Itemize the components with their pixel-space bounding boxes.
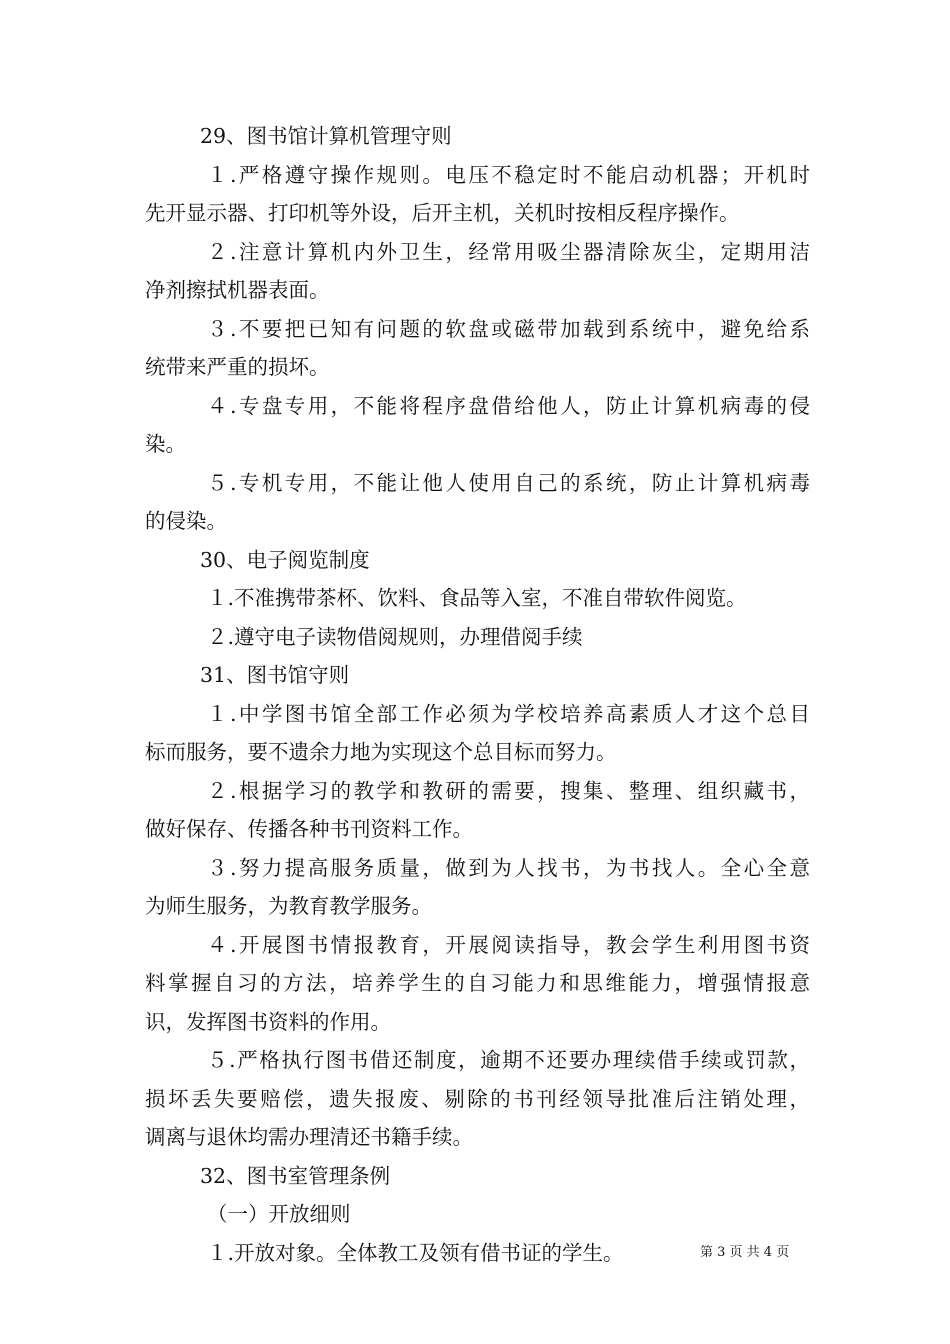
paragraph-line: 调离与退休均需办理清还书籍手续。 <box>145 1125 473 1149</box>
paragraph-line: ３.不要把已知有问题的软盘或磁带加载到系统中，避免给系 <box>207 316 810 341</box>
section-heading-30: 30、电子阅览制度 <box>200 547 370 572</box>
paragraph-line: 净剂擦拭机器表面。 <box>145 278 330 302</box>
paragraph-line: ５.严格执行图书借还制度，逾期不还要办理续借手续或罚款， <box>207 1048 810 1072</box>
section-heading-32: 32、图书室管理条例 <box>200 1163 391 1188</box>
paragraph-line: 先开显示器、打印机等外设，后开主机，关机时按相反程序操作。 <box>145 201 740 225</box>
paragraph-line: ４.开展图书情报教育，开展阅读指导，教会学生利用图书资 <box>207 932 810 957</box>
section-heading-31: 31、图书馆守则 <box>200 663 350 687</box>
subsection-heading: （一）开放细则 <box>207 1202 351 1226</box>
paragraph-line: 料掌握自习的方法，培养学生的自习能力和思维能力，增强情报意 <box>145 971 810 995</box>
paragraph-line: １.严格遵守操作规则。电压不稳定时不能启动机器；开机时 <box>207 162 810 187</box>
page-number-footer: 第 3 页 共 4 页 <box>700 1245 790 1260</box>
paragraph-line: ４.专盘专用，不能将程序盘借给他人，防止计算机病毒的侵 <box>207 393 810 418</box>
paragraph-line: １.不准携带茶杯、饮料、食品等入室，不准自带软件阅览。 <box>207 586 747 610</box>
paragraph-line: 染。 <box>145 432 186 456</box>
paragraph-line: １.中学图书馆全部工作必须为学校培养高素质人才这个总目 <box>207 701 810 726</box>
document-body <box>145 117 810 1272</box>
paragraph-line: １.开放对象。全体教工及领有借书证的学生。 <box>207 1240 624 1265</box>
paragraph-line: ２.注意计算机内外卫生，经常用吸尘器清除灰尘，定期用洁 <box>207 239 810 264</box>
paragraph-line: 统带来严重的损坏。 <box>145 355 330 379</box>
paragraph-line: ２.遵守电子读物借阅规则，办理借阅手续 <box>207 624 583 649</box>
paragraph-line: 损坏丢失要赔偿，遗失报废、剔除的书刊经领导批准后注销处理， <box>145 1086 810 1111</box>
section-heading-29: 29、图书馆计算机管理守则 <box>200 124 452 148</box>
paragraph-line: 的侵染。 <box>145 509 227 533</box>
paragraph-line: 标而服务，要不遗余力地为实现这个总目标而努力。 <box>145 740 617 764</box>
paragraph-line: 做好保存、传播各种书刊资料工作。 <box>145 817 473 841</box>
paragraph-line: ２.根据学习的教学和教研的需要，搜集、整理、组织藏书， <box>207 778 810 803</box>
paragraph-line: 为师生服务，为教育教学服务。 <box>145 894 432 918</box>
paragraph-line: ３.努力提高服务质量，做到为人找书，为书找人。全心全意 <box>207 855 810 880</box>
paragraph-line: ５.专机专用，不能让他人使用自己的系统，防止计算机病毒 <box>207 470 810 495</box>
paragraph-line: 识，发挥图书资料的作用。 <box>145 1009 391 1034</box>
